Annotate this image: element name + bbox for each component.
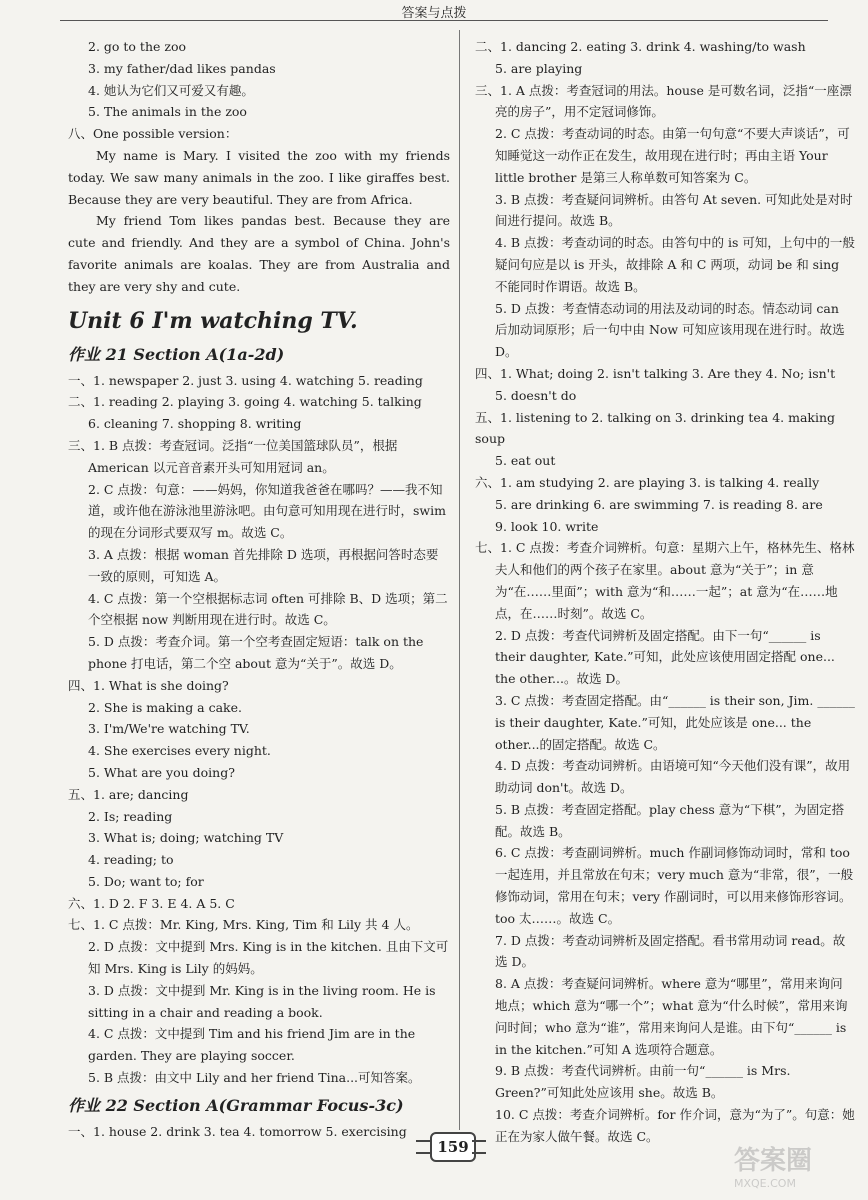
answer-line: 3. C 点拨：考查固定搭配。由“______ is their son, Jim. ______ is their daughter, Kate.”可知，此处应该是 one... the other...的固定搭配。故选 C。 xyxy=(495,692,855,752)
answer-line: 2. C 点拨：考查动词的时态。由第一句句意“不要大声谈话”，可知睡觉这一动作正在发生，故用现在进行时；再由主语 Your little brother 是第三人称单数可知答案为 C。 xyxy=(495,126,850,185)
answer-line: 六、1. am studying 2. are playing 3. is talking 4. really xyxy=(475,474,820,490)
section-heading-22: 作业 22 Section A(Grammar Focus-3c) xyxy=(68,1095,404,1115)
answer-line: 8. A 点拨：考查疑问词辨析。where 意为“哪里”，常用来询问地点；which 意为“哪一个”；what 意为“什么时候”，常用来询问时间；who 意为“谁”，常用来询问人是谁。由下句“______ is in the kitchen.”可知 A 选项符合题意。 xyxy=(495,976,848,1057)
answer-line: 3. my father/dad likes pandas xyxy=(88,60,276,76)
answer-line: 9. look 10. write xyxy=(495,518,599,534)
answer-line: 二、1. reading 2. playing 3. going 4. watching 5. talking xyxy=(68,394,422,410)
answer-line: 2. D 点拨：文中提到 Mrs. King is in the kitchen. 且由下文可知 Mrs. King is Lily 的妈妈。 xyxy=(88,939,449,977)
section-21-answers xyxy=(68,370,450,1089)
answer-line: 五、1. are; dancing xyxy=(68,786,189,802)
answer-line: 3. What is; doing; watching TV xyxy=(88,830,284,846)
page-header xyxy=(0,0,868,22)
answer-line: 5. eat out xyxy=(495,453,556,469)
essay-paragraph-2: My friend Tom likes pandas best. Because they are cute and friendly. And they are a symbol of China. John's favorite animals are koalas. They are from Australia and they are very shy and cute. xyxy=(68,213,450,294)
answer-line: 六、1. D 2. F 3. E 4. A 5. C xyxy=(68,895,235,911)
answer-line: 5. Do; want to; for xyxy=(88,873,204,889)
answer-line: 5. B 点拨：考查固定搭配。play chess 意为“下棋”，为固定搭配。故选 B。 xyxy=(495,801,845,839)
right-column xyxy=(475,36,855,1148)
answer-line: 6. cleaning 7. shopping 8. writing xyxy=(88,416,302,432)
answer-line: 四、1. What is she doing? xyxy=(68,677,229,693)
column-divider xyxy=(459,30,460,1130)
answer-line: 4. 她认为它们又可爱又有趣。 xyxy=(88,82,254,98)
answer-line: 七、1. C 点拨：Mr. King, Mrs. King, Tim 和 Lily 共 4 人。 xyxy=(68,917,419,933)
answer-line: 10. C 点拨：考查介词辨析。for 作介词，意为“为了”。句意：她正在为家人做午餐。故选 C。 xyxy=(495,1107,855,1144)
answer-line: 五、1. listening to 2. talking on 3. drinking tea 4. making soup xyxy=(475,409,836,447)
essay-label: 八、One possible version： xyxy=(68,126,238,142)
answer-line: 4. C 点拨：文中提到 Tim and his friend Jim are in the garden. They are playing soccer. xyxy=(88,1026,416,1064)
answer-line: 3. A 点拨：根据 woman 首先排除 D 选项，再根据问答时态要一致的原则，可知选 A。 xyxy=(88,546,439,584)
header-rule xyxy=(60,20,828,21)
section-heading-21: 作业 21 Section A(1a-2d) xyxy=(68,344,285,364)
answer-line: 3. D 点拨：文中提到 Mr. King is in the living room. He is sitting in a chair and reading a book. xyxy=(88,982,436,1020)
top-items xyxy=(68,36,450,123)
answer-line: 9. B 点拨：考查代词辨析。由前一句“______ is Mrs. Green?”可知此处应该用 she。故选 B。 xyxy=(495,1063,791,1101)
watermark-url: MXQE.COM xyxy=(734,1177,796,1190)
answer-line: 四、1. What; doing 2. isn't talking 3. Are they 4. No; isn't xyxy=(475,365,836,381)
answer-line: 七、1. C 点拨：考查介词辨析。句意：星期六上午，格林先生、格林夫人和他们的两个孩子在家里。about 意为“关于”；in 意为“在……里面”；with 意为“和……一起”；at 意为“在……地点，在……时刻”。故选 C。 xyxy=(475,540,855,621)
unit-title: Unit 6 I'm watching TV. xyxy=(68,307,358,334)
answer-line: 三、1. A 点拨：考查冠词的用法。house 是可数名词，泛指“一座漂亮的房子”，用不定冠词修饰。 xyxy=(475,82,852,120)
answer-line: 2. D 点拨：考查代词辨析及固定搭配。由下一句“______ is their daughter, Kate.”可知，此处应该使用固定搭配 one... the other...。故选 D。 xyxy=(495,627,835,687)
watermark-logo xyxy=(734,1140,862,1196)
answer-line: 2. C 点拨：句意：——妈妈，你知道我爸爸在哪吗？——我不知道，或许他在游泳池里游泳吧。由句意可知用现在进行时，swim 的现在分词形式要双写 m。故选 C。 xyxy=(88,481,446,541)
answer-line: 4. C 点拨：第一个空根据标志词 often 可排除 B、D 选项；第二个空根据 now 判断用现在进行时。故选 C。 xyxy=(88,590,448,628)
answer-line: 5. D 点拨：考查介词。第一个空考查固定短语：talk on the phone 打电话，第二个空 about 意为“关于”。故选 D。 xyxy=(88,634,424,671)
left-column xyxy=(68,36,450,1143)
answer-line: 3. I'm/We're watching TV. xyxy=(88,721,250,737)
watermark-text: 答案圈 xyxy=(734,1146,813,1176)
answer-line: 3. B 点拨：考查疑问词辨析。由答句 At seven. 可知此处是对时间进行提问。故选 B。 xyxy=(495,191,853,229)
answer-line: 4. She exercises every night. xyxy=(88,743,271,759)
header-title: 答案与点拨 xyxy=(401,6,467,21)
answer-line: 5. doesn't do xyxy=(495,387,577,403)
page-number: 159 xyxy=(430,1132,476,1162)
answer-line: 6. C 点拨：考查副词辨析。much 作副词修饰动词时，常和 too 一起连用，并且常放在句末；very much 意为“非常，很”，一般修饰动词，常用在句末；very 作副词时，可以用来修饰形容词。too 太……。故选 C。 xyxy=(495,845,854,926)
answer-line: 5. B 点拨：由文中 Lily and her friend Tina...可知答案。 xyxy=(88,1070,421,1086)
answer-line: 4. D 点拨：考查动词辨析。由语境可知“今天他们没有课”，故用助动词 don't。故选 D。 xyxy=(495,758,851,796)
page-number-badge xyxy=(416,1128,486,1162)
answer-line: 4. B 点拨：考查动词的时态。由答句中的 is 可知，上句中的一般疑问句应是以 is 开头，故排除 A 和 C 两项，动词 be 和 sing 不能同时作谓语。故选 B。 xyxy=(495,235,855,294)
answer-line: 7. D 点拨：考查动词辨析及固定搭配。看书常用动词 read。故选 D。 xyxy=(495,932,846,970)
answer-line: 二、1. dancing 2. eating 3. drink 4. washing/to wash xyxy=(475,39,806,54)
answer-line: 5. are playing xyxy=(495,60,583,76)
answer-line: 5. The animals in the zoo xyxy=(88,104,247,120)
badge-right-ornament xyxy=(472,1140,486,1154)
answer-line: 4. reading; to xyxy=(88,852,174,868)
answer-line: 5. What are you doing? xyxy=(88,764,235,780)
answer-line: 一、1. newspaper 2. just 3. using 4. watching 5. reading xyxy=(68,372,423,388)
badge-left-ornament xyxy=(416,1140,430,1154)
answer-line: 5. are drinking 6. are swimming 7. is reading 8. are xyxy=(495,496,823,512)
section-22-first-line: 一、1. house 2. drink 3. tea 4. tomorrow 5. exercising xyxy=(68,1123,407,1139)
answer-line: 三、1. B 点拨：考查冠词。泛指“一位美国篮球队员”，根据 American 以元音音素开头可知用冠词 an。 xyxy=(68,437,398,475)
answer-line: 2. go to the zoo xyxy=(88,39,187,54)
answer-line: 5. D 点拨：考查情态动词的用法及动词的时态。情态动词 can 后加动词原形；后一句中由 Now 可知应该用现在进行时。故选 D。 xyxy=(495,300,845,360)
answer-line: 2. She is making a cake. xyxy=(88,699,242,715)
answer-line: 2. Is; reading xyxy=(88,808,173,824)
essay-paragraph-1: My name is Mary. I visited the zoo with my friends today. We saw many animals in the zoo. I like giraffes best. Because they are very beautiful. They are from Africa. xyxy=(68,147,450,207)
right-answers xyxy=(475,36,855,1148)
